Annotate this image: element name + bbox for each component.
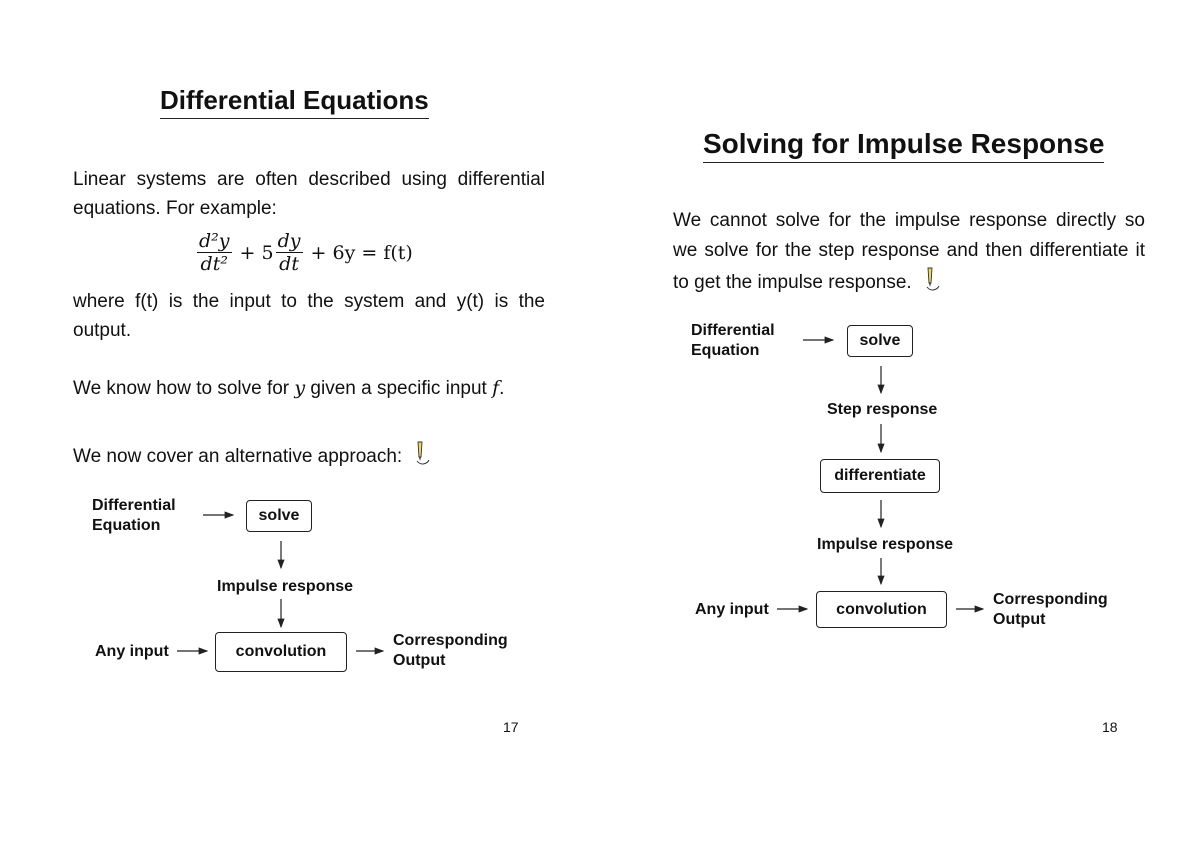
page-number: 18 — [1102, 719, 1118, 735]
page-number: 17 — [503, 719, 519, 735]
corresponding-output-label: Corresponding Output — [393, 632, 508, 669]
intro-paragraph: Linear systems are often described using differential equations. For example: — [73, 169, 545, 219]
math-variable: y — [294, 377, 306, 399]
text-segment: We know how to solve for — [73, 378, 295, 399]
differential-equation-label: Differential Equation — [92, 497, 176, 534]
corresponding-output-label: Corresponding Output — [993, 591, 1108, 628]
text-segment: . — [499, 378, 505, 399]
fraction-denominator: dt — [279, 253, 299, 275]
step-response-label: Step response — [827, 401, 938, 418]
slide-18 — [600, 0, 1200, 848]
fraction-numerator: dy — [277, 230, 301, 252]
convolution-box: convolution — [816, 591, 947, 628]
fraction-numerator: d²y — [199, 230, 230, 252]
slide-title: Solving for Impulse Response — [703, 128, 1104, 163]
equation-term: + 6y = f(t) — [304, 241, 413, 264]
convolution-box: convolution — [215, 632, 347, 672]
any-input-label: Any input — [95, 643, 169, 660]
where-paragraph: where f(t) is the input to the system and y(t) is the output. — [73, 291, 545, 341]
text-segment: given a specific input — [305, 378, 493, 399]
equation-term: + 5 — [233, 241, 274, 264]
math-variable: f — [492, 377, 500, 399]
differential-equation-label: Differential Equation — [691, 322, 775, 359]
impulse-response-label: Impulse response — [817, 536, 954, 553]
solve-box: solve — [847, 325, 913, 357]
differentiate-box: differentiate — [820, 459, 940, 493]
text-segment: We now cover an alternative approach: — [73, 446, 403, 467]
any-input-label: Any input — [695, 601, 769, 618]
fraction-denominator: dt² — [200, 253, 228, 275]
solve-box: solve — [246, 500, 312, 532]
slide-title: Differential Equations — [160, 86, 429, 119]
text-segment: We cannot solve for the impulse response directly so we solve for the step response and then differentiate it to get the impulse response. — [673, 210, 1145, 293]
impulse-response-label: Impulse response — [217, 578, 354, 595]
